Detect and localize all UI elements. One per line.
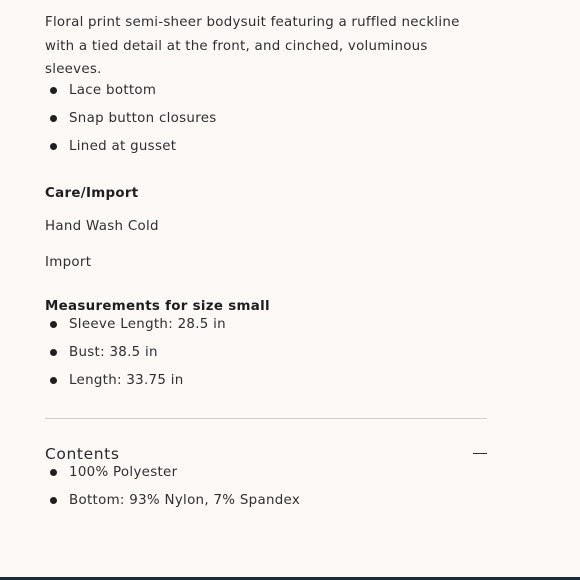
- bullet-icon: [50, 321, 57, 328]
- bullet-icon: [50, 469, 57, 476]
- care-heading: Care/Import: [45, 185, 139, 201]
- features-list: [45, 82, 487, 156]
- measurement-text: Bust: 38.5 in: [69, 344, 158, 360]
- measurements-list: [45, 316, 487, 390]
- bullet-icon: [50, 377, 57, 384]
- list-item: [45, 492, 487, 510]
- contents-text: 100% Polyester: [69, 464, 178, 480]
- contents-list: [45, 464, 487, 510]
- list-item: [45, 138, 487, 156]
- feature-text: Lace bottom: [69, 82, 157, 98]
- bullet-icon: [50, 497, 57, 504]
- section-divider: [45, 418, 487, 419]
- contents-accordion-header[interactable]: [45, 444, 487, 464]
- bullet-icon: [50, 143, 57, 150]
- bullet-icon: [50, 87, 57, 94]
- measurement-text: Sleeve Length: 28.5 in: [69, 316, 226, 332]
- list-item: [45, 464, 487, 482]
- measurement-text: Length: 33.75 in: [69, 372, 184, 388]
- feature-text: Lined at gusset: [69, 138, 177, 154]
- contents-text: Bottom: 93% Nylon, 7% Spandex: [69, 492, 301, 508]
- care-line: Hand Wash Cold: [45, 218, 159, 234]
- bullet-icon: [50, 349, 57, 356]
- list-item: [45, 316, 487, 334]
- feature-text: Snap button closures: [69, 110, 217, 126]
- measurements-heading: Measurements for size small: [45, 298, 270, 314]
- list-item: [45, 344, 487, 362]
- product-details: [45, 0, 487, 510]
- list-item: [45, 110, 487, 128]
- contents-title: Contents: [45, 444, 120, 463]
- list-item: [45, 372, 487, 390]
- minus-icon[interactable]: [473, 453, 487, 454]
- list-item: [45, 82, 487, 100]
- bullet-icon: [50, 115, 57, 122]
- care-line: Import: [45, 254, 92, 270]
- product-description: Floral print semi-sheer bodysuit featuring a ruffled neckline with a tied detail at the front, and cinched, voluminous sleeves.: [45, 15, 460, 77]
